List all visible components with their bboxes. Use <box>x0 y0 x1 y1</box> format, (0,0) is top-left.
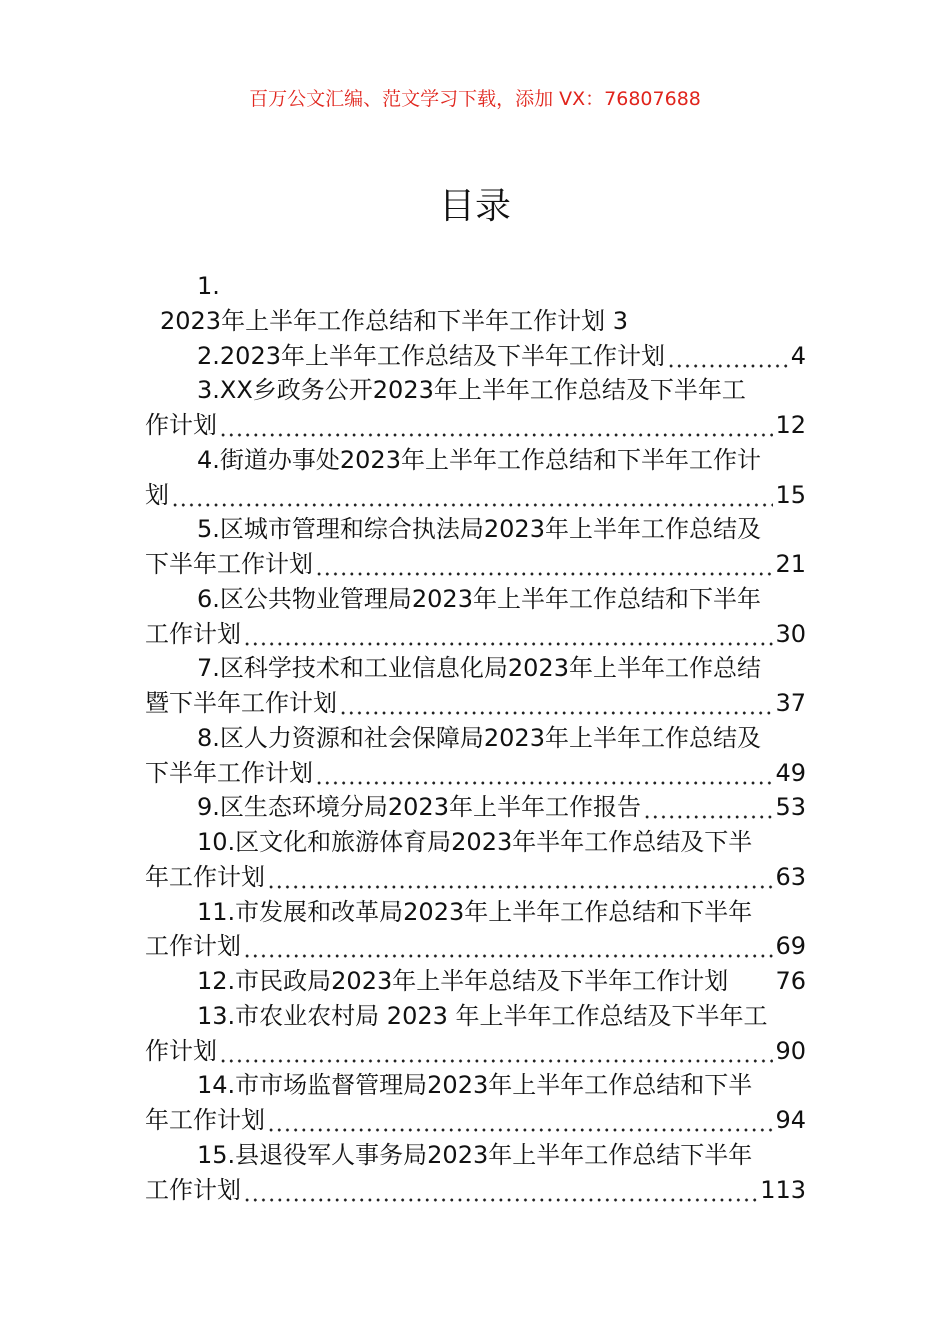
toc-entry-title-continued: 下半年工作计划 <box>145 758 313 787</box>
toc-entry-title: 7.区科学技术和工业信息化局2023年上半年工作总结 <box>197 654 761 683</box>
toc-entry[interactable] <box>145 512 806 582</box>
toc-entry-title-continued: 年工作计划 <box>145 862 265 891</box>
toc-entry[interactable] <box>145 339 806 374</box>
toc-entry-title: 14.市市场监督管理局2023年上半年工作总结和下半 <box>197 1071 753 1100</box>
toc-entry[interactable] <box>145 373 806 443</box>
toc-entry[interactable] <box>145 1138 806 1208</box>
toc-entry-1[interactable] <box>145 304 806 339</box>
toc-entry-page: 21 <box>775 550 806 578</box>
toc-entry-title: 2023年上半年工作总结和下半年工作计划 <box>160 306 606 335</box>
toc-entry-title: 3.XX乡政务公开2023年上半年工作总结及下半年工 <box>197 376 746 405</box>
dot-leader <box>267 1103 773 1138</box>
toc-entry[interactable] <box>145 999 806 1069</box>
toc-entry[interactable] <box>145 825 806 895</box>
toc-entry-title-continued: 工作计划 <box>145 1175 241 1204</box>
toc-entry-title: 4.街道办事处2023年上半年工作总结和下半年工作计 <box>197 445 761 474</box>
toc-entry-page: 113 <box>760 1175 806 1204</box>
dot-leader <box>339 686 773 721</box>
toc-entry-page: 49 <box>775 758 806 787</box>
toc-entry-page: 4 <box>790 341 806 370</box>
toc-entry-1-number[interactable] <box>145 269 806 304</box>
toc-entry-page: 94 <box>775 1106 806 1134</box>
toc-entry[interactable] <box>145 582 806 652</box>
dot-leader <box>667 339 789 374</box>
toc-entry-title: 11.市发展和改革局2023年上半年工作总结和下半年 <box>197 897 753 926</box>
toc-entry[interactable] <box>145 1068 806 1138</box>
dot-leader <box>643 790 773 825</box>
toc-entry-title-continued: 工作计划 <box>145 619 241 648</box>
toc-entry-page: 90 <box>775 1036 806 1065</box>
toc-entry-title: 9.区生态环境分局2023年上半年工作报告 <box>197 793 641 822</box>
toc-entry-page: 37 <box>775 689 806 717</box>
toc-entry[interactable] <box>145 790 806 825</box>
toc-entry-page: 12 <box>775 411 806 439</box>
dot-leader <box>219 408 773 443</box>
toc-entry-page: 15 <box>775 480 806 509</box>
dot-leader <box>243 617 773 652</box>
toc-entry-title: 13.市农业农村局 2023 年上半年工作总结及下半年工 <box>197 1001 768 1030</box>
toc-entry-title-continued: 工作计划 <box>145 932 241 961</box>
toc-entry-title: 8.区人力资源和社会保障局2023年上半年工作总结及 <box>197 723 761 752</box>
dot-leader <box>243 1173 758 1208</box>
toc-entry-title: 15.县退役军人事务局2023年上半年工作总结下半年 <box>197 1140 753 1169</box>
toc-entry-title: 10.区文化和旅游体育局2023年半年工作总结及下半 <box>197 828 753 856</box>
toc-entry[interactable] <box>145 964 806 999</box>
dot-leader <box>315 547 773 582</box>
toc-entry-page: 30 <box>775 619 806 648</box>
dot-leader <box>267 860 773 895</box>
toc-entry[interactable] <box>145 895 806 965</box>
toc-entry-title-continued: 暨下半年工作计划 <box>145 689 337 717</box>
dot-leader <box>315 756 773 791</box>
toc-entry-title-continued: 作计划 <box>145 411 217 439</box>
toc-entry-title: 12.市民政局2023年上半年总结及下半年工作计划 <box>197 967 729 995</box>
watermark-header: 百万公文汇编、范文学习下载，添加 VX：76807688 <box>249 88 701 110</box>
toc-entry-title-continued: 下半年工作计划 <box>145 550 313 578</box>
toc-entry-title-continued: 作计划 <box>145 1036 217 1065</box>
toc-entry-page: 63 <box>775 862 806 891</box>
dot-leader <box>243 929 773 964</box>
toc-entry-title: 6.区公共物业管理局2023年上半年工作总结和下半年 <box>197 584 761 613</box>
dot-leader <box>171 478 773 513</box>
toc-entry[interactable] <box>145 651 806 721</box>
toc-entry-page: 53 <box>775 793 806 822</box>
dot-leader <box>219 1034 773 1069</box>
table-of-contents <box>145 269 806 1207</box>
toc-entry-page: 69 <box>775 932 806 961</box>
toc-entry-title-continued: 划 <box>145 480 169 509</box>
toc-entry-number: 1. <box>197 272 220 300</box>
toc-entry[interactable] <box>145 443 806 513</box>
toc-entry-page: 3 <box>612 306 628 335</box>
page-title: 目录 <box>438 186 511 227</box>
toc-entry-title: 5.区城市管理和综合执法局2023年上半年工作总结及 <box>197 515 761 544</box>
toc-entry-title: 2.2023年上半年工作总结及下半年工作计划 <box>197 341 665 370</box>
toc-entry-page: 76 <box>775 967 806 995</box>
toc-entry[interactable] <box>145 721 806 791</box>
toc-entry-title-continued: 年工作计划 <box>145 1106 265 1134</box>
